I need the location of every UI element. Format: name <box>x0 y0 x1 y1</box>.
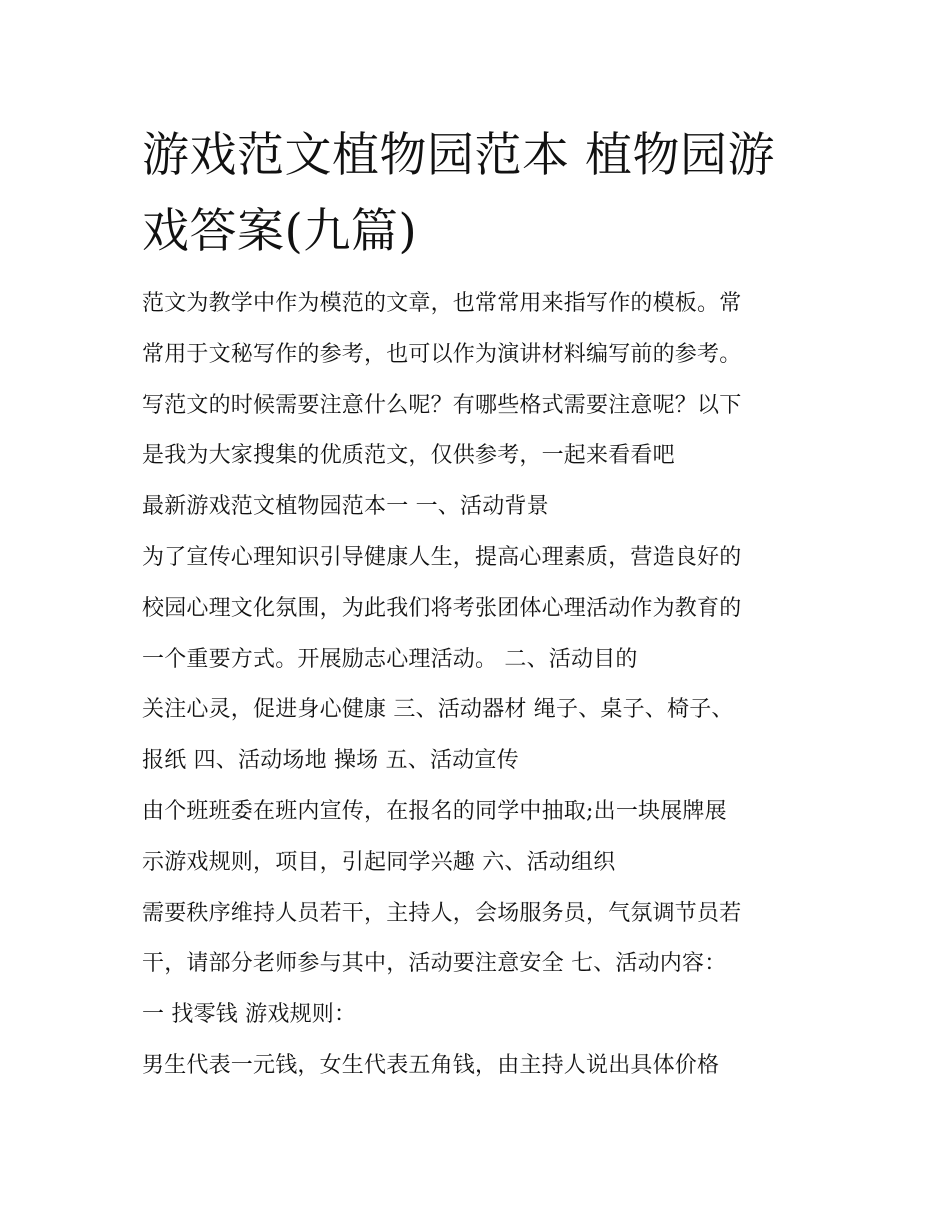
body-line: 范文为教学中作为模范的文章，也常常用来指写作的模板。常 <box>142 291 742 316</box>
body-line: 示游戏规则，项目，引起同学兴趣 六、活动组织 <box>142 849 616 875</box>
title-line-1: 游戏范文植物园范本 植物园游 <box>142 128 775 183</box>
body-line: 为了宣传心理知识引导健康人生，提高心理素质，营造良好的 <box>142 544 742 570</box>
document-title <box>142 118 822 270</box>
title-line-2: 戏答案(九篇) <box>142 204 418 259</box>
body-line: 是我为大家搜集的优质范文，仅供参考，一起来看看吧 <box>142 443 675 469</box>
body-line: 一 找零钱 游戏规则： <box>142 1002 357 1028</box>
body-line: 男生代表一元钱，女生代表五角钱，由主持人说出具体价格 <box>142 1052 720 1078</box>
document-body <box>142 279 822 1092</box>
body-line: 由个班班委在班内宣传，在报名的同学中抽取;出一块展牌展 <box>142 798 727 824</box>
body-line: 关注心灵，促进身心健康 三、活动器材 绳子、桌子、椅子、 <box>142 697 734 723</box>
body-line: 常用于文秘写作的参考，也可以作为演讲材料编写前的参考。 <box>142 341 742 367</box>
body-line: 写范文的时候需要注意什么呢？有哪些格式需要注意呢？以下 <box>142 392 742 418</box>
body-line: 校园心理文化氛围，为此我们将考张团体心理活动作为教育的 <box>142 595 742 621</box>
body-line: 需要秩序维持人员若干，主持人，会场服务员，气氛调节员若 <box>142 900 742 926</box>
document-page <box>142 118 822 1092</box>
body-line: 报纸 四、活动场地 操场 五、活动宣传 <box>142 748 519 774</box>
body-line: 干，请部分老师参与其中，活动要注意安全 七、活动内容： <box>142 951 727 977</box>
section-heading-line: 最新游戏范文植物园范本一 一、活动背景 <box>142 494 549 520</box>
body-line: 一个重要方式。开展励志心理活动。 二、活动目的 <box>142 646 638 672</box>
